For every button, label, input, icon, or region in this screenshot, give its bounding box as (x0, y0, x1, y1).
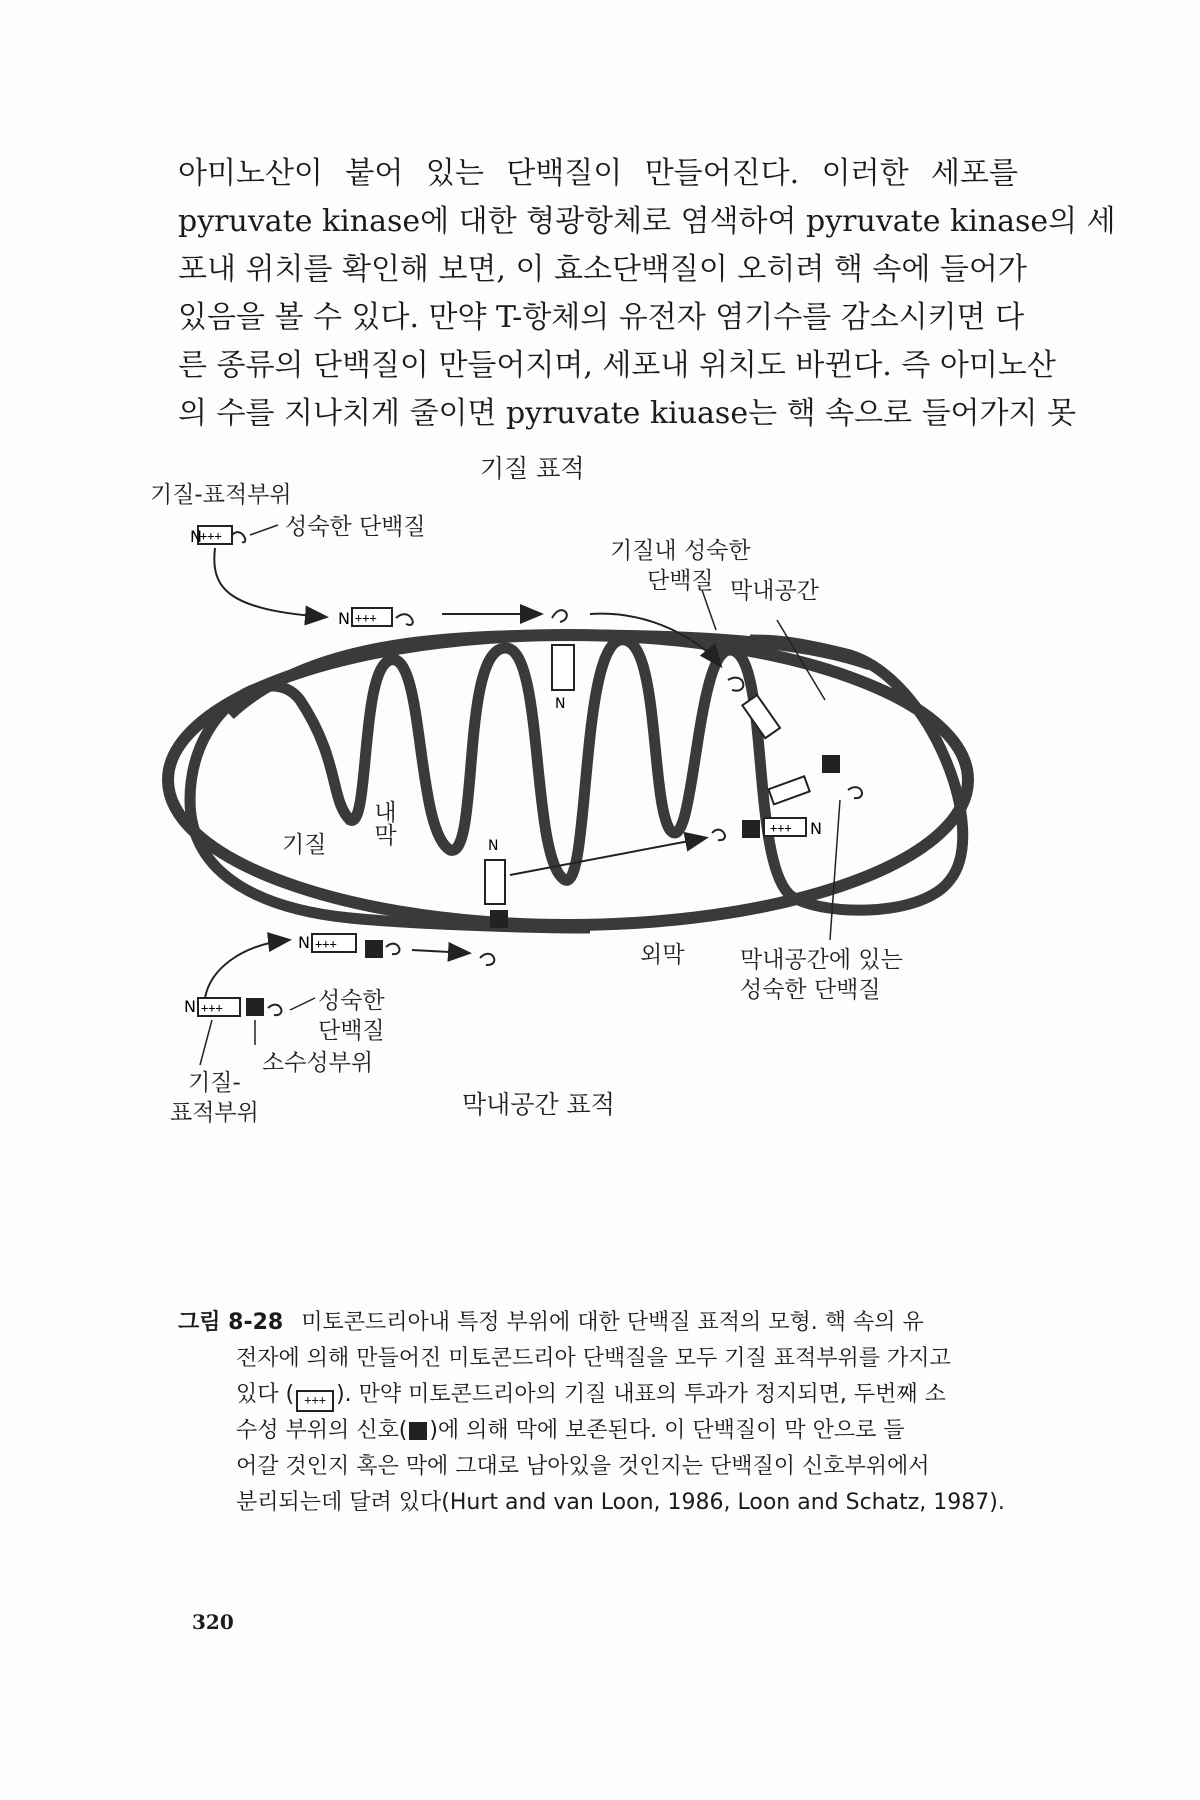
svg-text:N: N (338, 609, 350, 628)
label-mature-protein-top: 성숙한 단백질 (285, 514, 426, 540)
label-matrix-target-site-top: 기질-표적부위 (150, 482, 292, 508)
label-matrix: 기질 (282, 832, 327, 858)
caption-line: 어갈 것인지 혹은 막에 그대로 남아있을 것인지는 단백질이 신호부위에서 (236, 1454, 930, 1479)
mitochondria-figure (150, 454, 1050, 1290)
caption-line: 전자에 의해 만들어진 미토콘드리아 단백질을 모두 기질 표적부위를 가지고 (236, 1346, 951, 1371)
precursor-top (190, 525, 278, 546)
svg-text:N: N (555, 696, 566, 712)
figure-caption (178, 1305, 1018, 1521)
figure-title-top: 기질 표적 (480, 454, 585, 483)
body-line: 아미노산이 붙어 있는 단백질이 만들어진다. 이러한 세포를 (178, 156, 1018, 191)
figure-title-bottom: 막내공간 표적 (462, 1090, 615, 1119)
label-mature-protein-in-ims: 막내공간에 있는 성숙한 단백질 (740, 947, 903, 1003)
body-paragraph (178, 150, 1116, 438)
caption-line: ). 만약 미토콘드리아의 기질 내표의 투과가 정지되면, 두번째 소 (336, 1382, 946, 1407)
body-line: 의 수를 지나치게 줄이면 pyruvate kiuase는 핵 속으로 들어가지 못 (178, 396, 1077, 431)
inner-membrane-top (230, 635, 870, 715)
label-hydrophobic-site: 소수성부위 (262, 1050, 374, 1076)
label-intermembrane-space: 막내공간 (730, 578, 819, 604)
caption-line: 수성 부위의 신호( (236, 1418, 408, 1443)
page-number: 320 (192, 1610, 234, 1634)
body-line: 른 종류의 단백질이 만들어지며, 세포내 위치도 바뀐다. 즉 아미노산 (178, 348, 1056, 383)
precursor-membrane-bottom (298, 933, 399, 954)
body-line: pyruvate kinase에 대한 형광항체로 염색하여 pyruvate kinase의 세 (178, 204, 1116, 239)
svg-text:N: N (488, 838, 499, 854)
label-matrix-target-site-bottom: 기질- 표적부위 (170, 1070, 259, 1126)
caption-line: 분리되는데 달려 있다(Hurt and van Loon, 1986, Loon and Schatz, 1987). (236, 1490, 1005, 1515)
body-line: 포내 위치를 확인해 보면, 이 효소단백질이 오히려 핵 속에 들어가 (178, 252, 1027, 287)
label-outer-membrane: 외막 (640, 942, 685, 968)
signal-box-icon: +++ (296, 1390, 334, 1412)
svg-text:+++: +++ (355, 611, 377, 625)
svg-text:+++: +++ (770, 821, 792, 835)
n-glyph: N (190, 527, 202, 546)
mitochondria-diagram (150, 500, 1050, 1290)
label-mature-protein-bottom: 성숙한 단백질 (318, 988, 385, 1044)
plus-glyph: +++ (200, 529, 222, 543)
svg-text:+++: +++ (201, 1001, 223, 1015)
svg-text:N: N (298, 933, 310, 952)
caption-line: )에 의해 막에 보존된다. 이 단백질이 막 안으로 들 (429, 1418, 905, 1443)
body-line: 있음을 볼 수 있다. 만약 T-항체의 유전자 염기수를 감소시키면 다 (178, 300, 1025, 335)
svg-text:+++: +++ (315, 937, 337, 951)
svg-text:N: N (184, 997, 196, 1016)
caption-label: 그림 8-28 (178, 1310, 284, 1335)
label-inner-membrane: 내막 (370, 800, 396, 846)
precursor-membrane-top (338, 608, 413, 628)
label-mature-protein-in-matrix: 기질내 성숙한 단백질 (610, 538, 751, 594)
caption-line: 미토콘드리아내 특정 부위에 대한 단백질 표적의 모형. 핵 속의 유 (301, 1310, 924, 1335)
caption-line: 있다 ( (236, 1382, 295, 1407)
svg-text:N: N (810, 819, 822, 838)
hydrophobic-block-icon (409, 1422, 427, 1440)
